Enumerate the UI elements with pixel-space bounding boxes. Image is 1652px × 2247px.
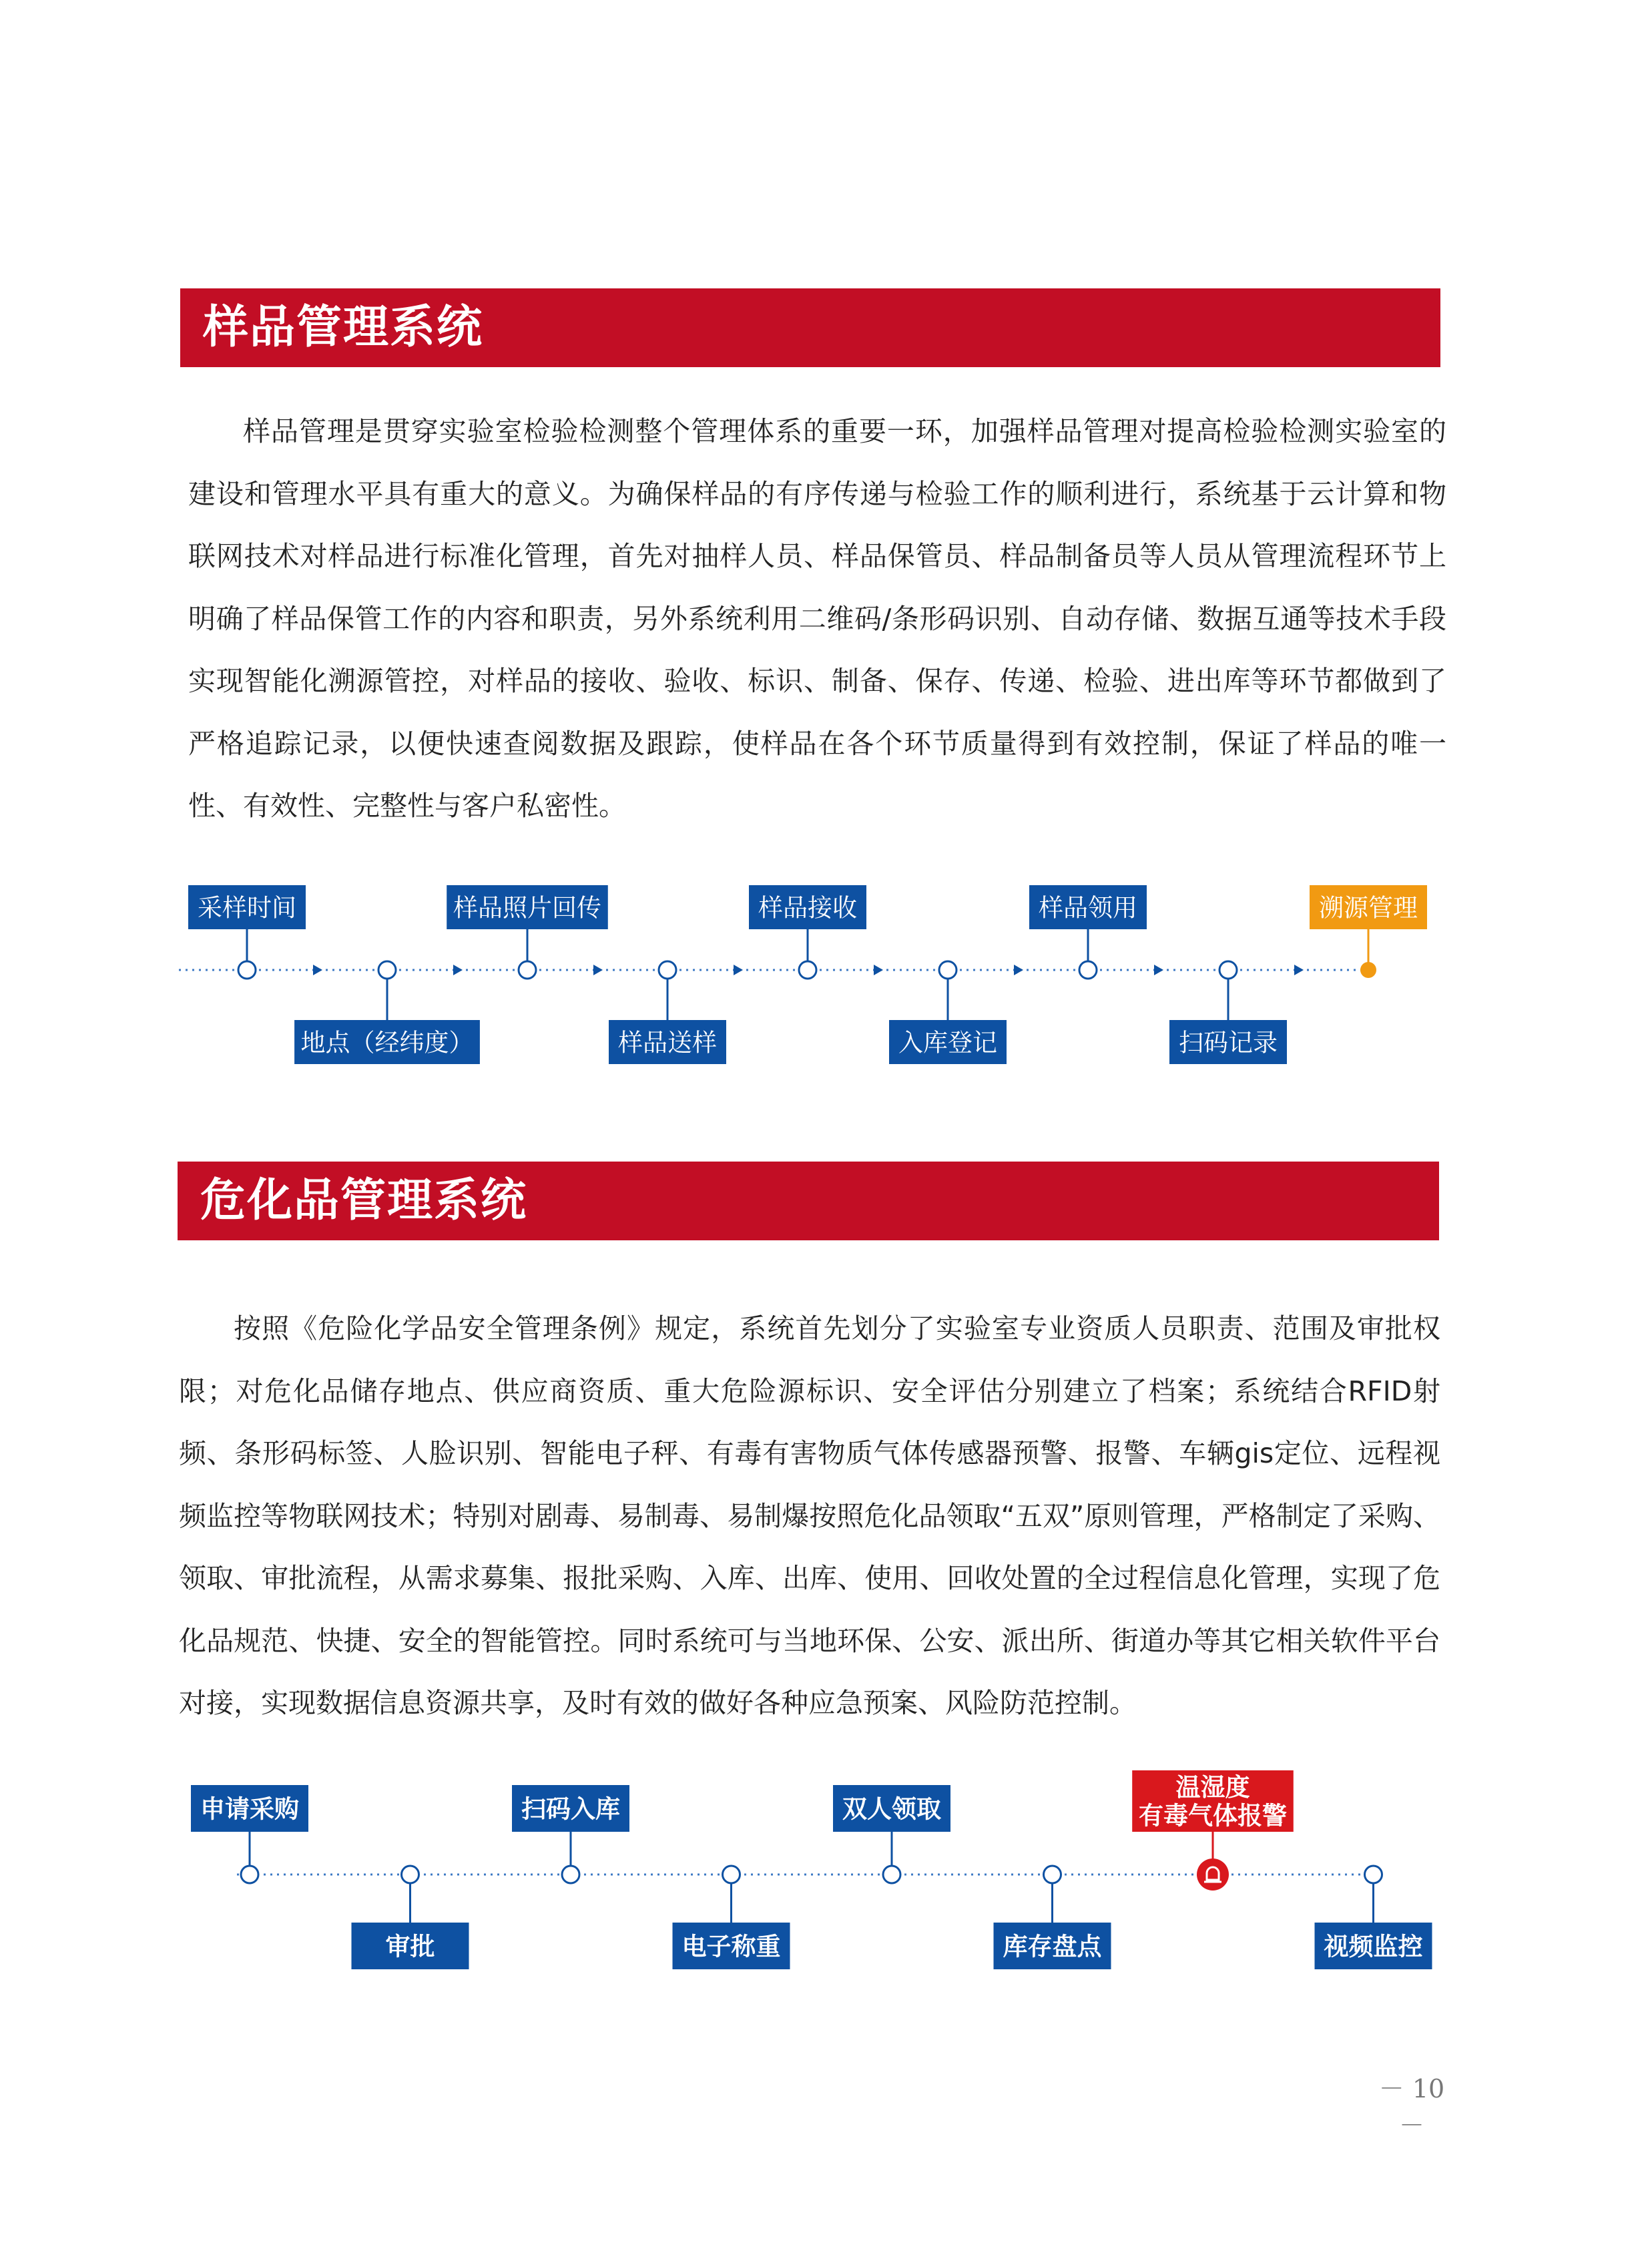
timeline-label: 有毒气体报警 (1139, 1801, 1287, 1830)
timeline-label: 溯源管理 (1319, 893, 1418, 923)
timeline-label: 温湿度 (1175, 1773, 1250, 1802)
alarm-icon (1197, 1858, 1229, 1891)
timeline-label: 样品接收 (758, 893, 857, 923)
timeline-label: 入库登记 (898, 1028, 997, 1057)
timeline-node (1365, 1866, 1382, 1883)
timeline-label: 双人领取 (842, 1794, 941, 1824)
timeline-label: 视频监控 (1324, 1932, 1423, 1961)
timeline-node (1044, 1866, 1061, 1883)
timeline-label: 审批 (385, 1932, 435, 1961)
section2-paragraph: 按照《危险化学品安全管理条例》规定，系统首先划分了实验室专业资质人员职责、范围及审批权限；对危化品储存地点、供应商资质、重大危险源标识、安全评估分别建立了档案；系统结合RFID射频、条形码标签、人脸识别、智能电子秤、有毒有害物质气体传感器预警、报警、车辆gis定位、远程视频监控等物联网技术；特别对剧毒、易制毒、易制爆按照危化品领取“五双”原则管理，严格制定了采购、领取、审批流程，从需求募集、报批采购、入库、出库、使用、回收处置的全过程信息化管理，实现了危化品规范、快捷、安全的智能管控。同时系统可与当地环保、公安、派出所、街道办等其它相关软件平台对接，实现数据信息资源共享，及时有效的做好各种应急预案、风险防范控制。 (179, 1312, 1440, 1719)
timeline-node (723, 1866, 740, 1883)
timeline-label: 采样时间 (198, 893, 296, 923)
timeline-label: 电子称重 (681, 1932, 781, 1961)
page-number: － 10 － (1378, 2074, 1445, 2140)
timeline-label: 申请采购 (200, 1794, 299, 1824)
timeline-node (883, 1866, 900, 1883)
timeline-node (241, 1866, 258, 1883)
timeline-label: 样品送样 (618, 1028, 717, 1057)
section1-paragraph: 样品管理是贯穿实验室检验检测整个管理体系的重要一环，加强样品管理对提高检验检测实验室的建设和管理水平具有重大的意义。为确保样品的有序传递与检验工作的顺利进行，系统基于云计算和物联网技术对样品进行标准化管理，首先对抽样人员、样品保管员、样品制备员等人员从管理流程环节上明确了样品保管工作的内容和职责，另外系统利用二维码/条形码识别、自动存储、数据互通等技术手段实现智能化溯源管控，对样品的接收、验收、标识、制备、保存、传递、检验、进出库等环节都做到了严格追踪记录，以便快速查阅数据及跟踪，使样品在各个环节质量得到有效控制，保证了样品的唯一性、有效性、完整性与客户私密性。 (188, 415, 1446, 822)
timeline-node (562, 1866, 579, 1883)
timeline-label: 地点（经纬度） (300, 1028, 474, 1057)
timeline-label: 样品领用 (1039, 893, 1137, 923)
section2-title: 危化品管理系统 (178, 1162, 1439, 1240)
timeline-label: 扫码入库 (521, 1794, 620, 1824)
timeline-label: 库存盘点 (1003, 1932, 1102, 1961)
timeline-label: 扫码记录 (1179, 1028, 1278, 1057)
section1-title: 样品管理系统 (180, 288, 1440, 367)
timeline-node (402, 1866, 419, 1883)
timeline-label: 样品照片回传 (453, 893, 601, 923)
